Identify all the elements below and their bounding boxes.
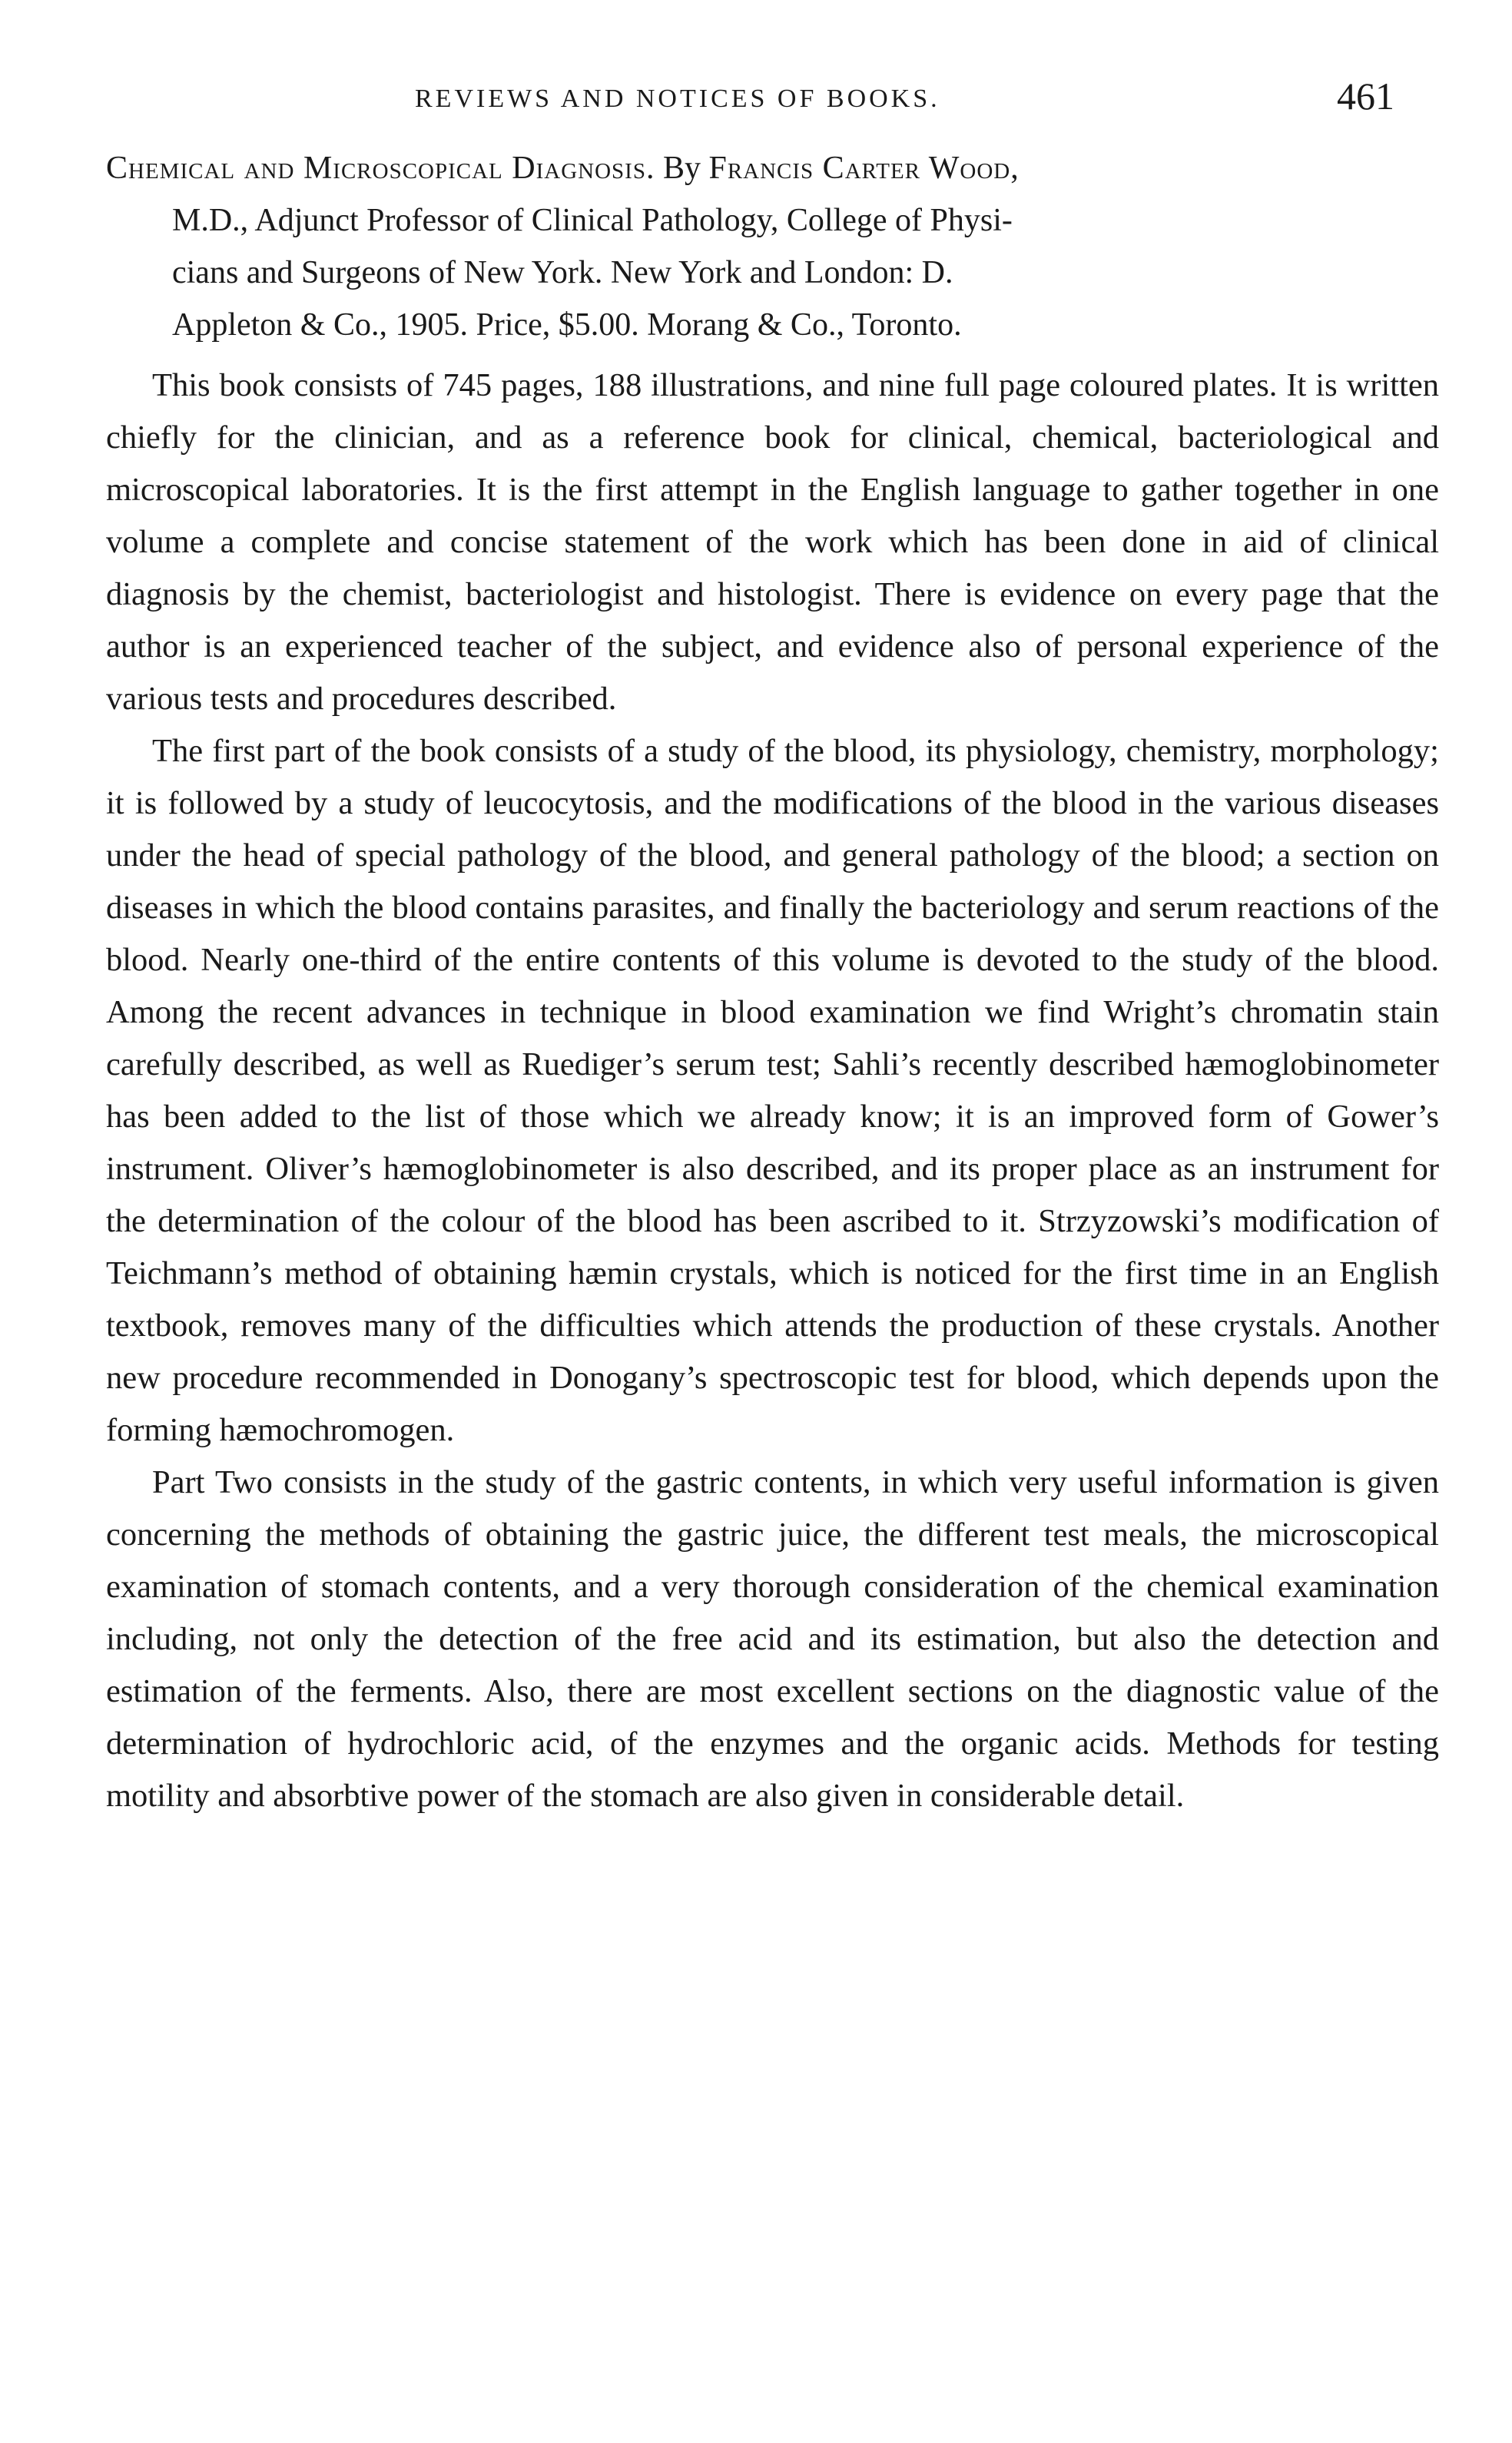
citation-line-4: Appleton & Co., 1905. Price, $5.00. Morang & Co., Toronto. bbox=[172, 307, 962, 343]
book-author: Francis Carter Wood, bbox=[708, 151, 1020, 186]
review-paragraph: The first part of the book consists of a study of the blood, its physiology, chemistry, morphology; it is followed by a study of leucocytosis, and the modifications of the blood in the various diseases under the head of special pathology of the blood, and general pathology of the blood; a section on diseases in which the blood contains parasites, and finally the bacteriology and serum reactions of the blood. Nearly one-third of the entire contents of this volume is devoted to the study of the blood. Among the recent advances in technique in blood examination we find Wright’s chromatin stain carefully described, as well as Ruediger’s serum test; Sahli’s recently described hæmoglobinometer has been added to the list of those which we already know; it is an improved form of Gower’s instrument. Oliver’s hæmoglobinometer is also described, and its proper place as an instrument for the determination of the colour of the blood has been ascribed to it. Strzyzowski’s modification of Teichmann’s method of obtaining hæmin crystals, which is noticed for the first time in an English textbook, removes many of the difficulties which attends the production of these crystals. Another new procedure recommended in Donogany’s spectroscopic test for blood, which depends upon the forming hæmochromogen. bbox=[106, 733, 1439, 1448]
review-body bbox=[106, 360, 1439, 1822]
citation-line-1 bbox=[106, 142, 1439, 194]
citation-by: By bbox=[662, 151, 701, 186]
running-head bbox=[0, 74, 1512, 128]
book-citation bbox=[106, 142, 1439, 351]
citation-line-2: M.D., Adjunct Professor of Clinical Pathology, College of Physi- bbox=[172, 203, 1013, 238]
running-title: REVIEWS AND NOTICES OF BOOKS. bbox=[415, 85, 940, 113]
review-paragraph: Part Two consists in the study of the gastric contents, in which very useful information is given concerning the methods of obtaining the gastric juice, the different test meals, the microscopical examination of stomach contents, and a very thorough consideration of the chemical examination including, not only the detection of the free acid and its estimation, but also the detection and estimation of the ferments. Also, there are most excellent sections on the diagnostic value of the determination of hydrochloric acid, of the enzymes and the organic acids. Methods for testing motility and absorbtive power of the stomach are also given in considerable detail. bbox=[106, 1464, 1439, 1814]
book-title: Chemical and Microscopical Diagnosis. bbox=[106, 151, 655, 186]
citation-line-3: cians and Surgeons of New York. New York and London: D. bbox=[172, 255, 953, 290]
review-paragraph: This book consists of 745 pages, 188 illustrations, and nine full page coloured plates. It is written chiefly for the clinician, and as a reference book for clinical, chemical, bacteriological and microscopical laboratories. It is the first attempt in the English language to gather together in one volume a complete and concise statement of the work which has been done in aid of clinical diagnosis by the chemist, bacteriologist and histologist. There is evidence on every page that the author is an experienced teacher of the subject, and evidence also of personal experience of the various tests and procedures described. bbox=[106, 367, 1439, 717]
page-number: 461 bbox=[1337, 75, 1394, 118]
